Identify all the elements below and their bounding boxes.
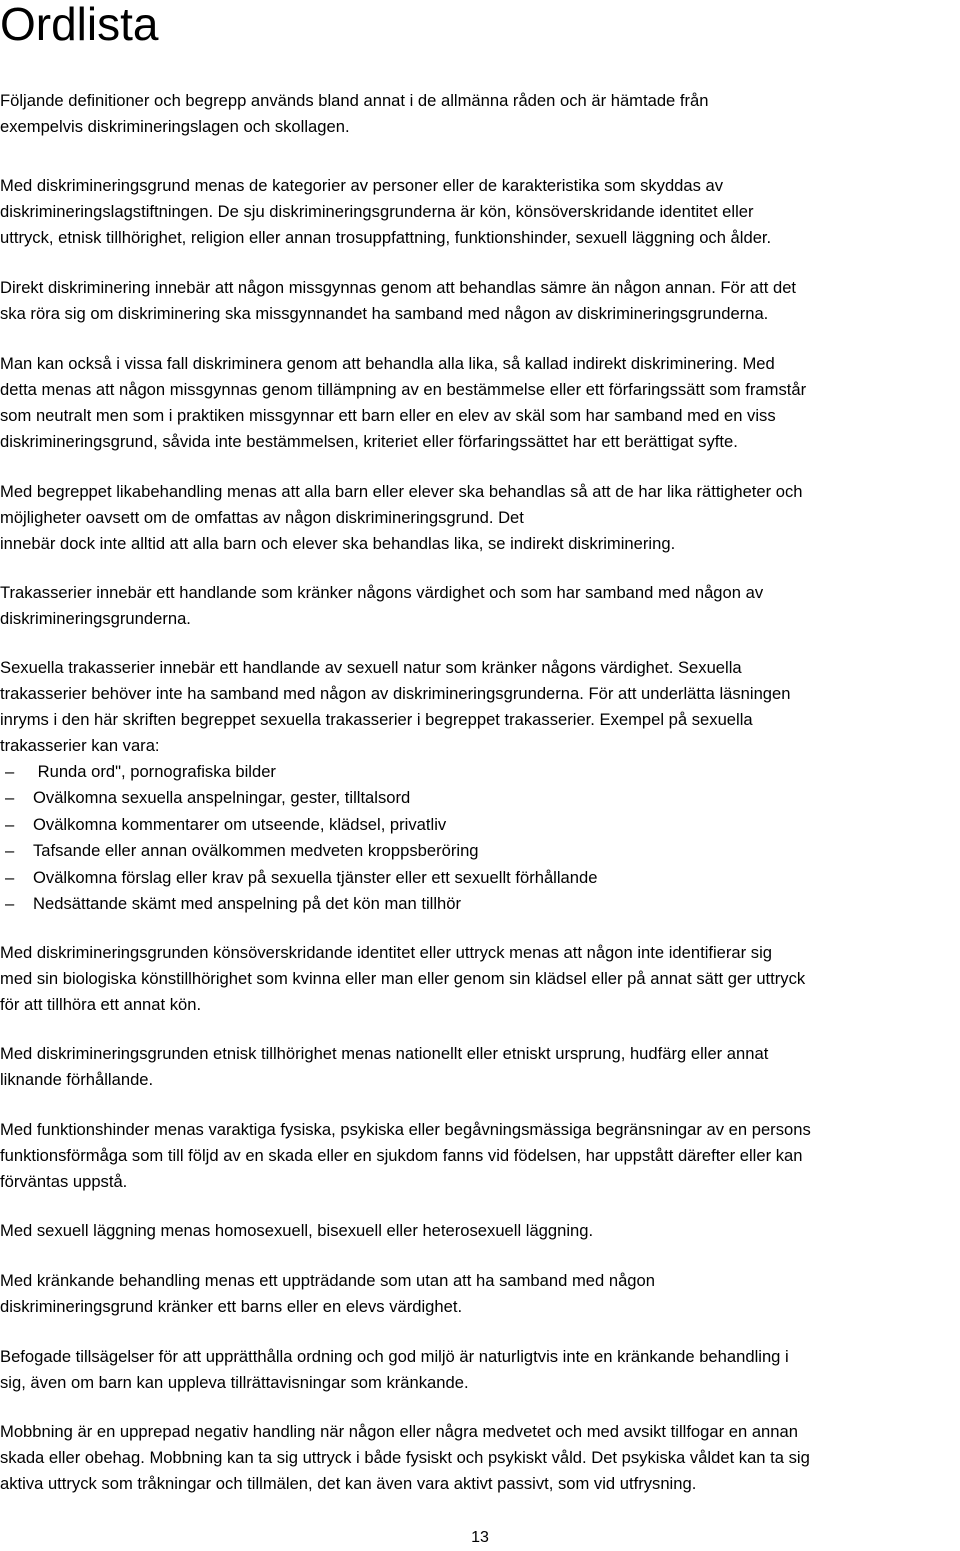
text-line: trakasserier behöver inte ha samband med någon av diskrimineringsgrunderna. För att underlätta läsningen xyxy=(0,684,791,703)
text-line: Med diskrimineringsgrund menas de kategorier av personer eller de karakteristika som skyddas av xyxy=(0,176,724,195)
list-item xyxy=(0,785,960,811)
paragraph-likabehandling xyxy=(0,479,960,557)
paragraph-konsoverskridande xyxy=(0,940,960,1018)
list-item xyxy=(0,838,960,864)
list-item-text: Ovälkomna kommentarer om utseende, klädsel, privatliv xyxy=(33,814,447,834)
text-line: funktionsförmåga som till följd av en skada eller en sjukdom fanns vid födelsen, har uppstått därefter eller kan xyxy=(0,1146,803,1165)
text-line: inryms i den här skriften begreppet sexuella trakasserier i begreppet trakasserier. Exempel på sexuella xyxy=(0,710,753,729)
text-line: exempelvis diskrimineringslagen och skollagen. xyxy=(0,117,350,136)
text-line: Trakasserier innebär ett handlande som kränker någons värdighet och som har samband med någon av xyxy=(0,583,764,602)
text-line: Med funktionshinder menas varaktiga fysiska, psykiska eller begåvningsmässiga begränsningar av en persons xyxy=(0,1120,811,1139)
paragraph-intro xyxy=(0,88,960,140)
text-line: uttryck, etnisk tillhörighet, religion eller annan trosuppfattning, funktionshinder, sexuell läggning och ålder. xyxy=(0,228,772,247)
text-line: Med diskrimineringsgrunden könsöverskridande identitet eller uttryck menas att någon inte identifierar sig xyxy=(0,943,773,962)
text-line: diskrimineringsgrund kränker ett barns eller en elevs värdighet. xyxy=(0,1297,463,1316)
list-item xyxy=(0,865,960,891)
list-item-text: Ovälkomna förslag eller krav på sexuella tjänster eller ett sexuellt förhållande xyxy=(33,867,598,887)
text-line: möjligheter oavsett om de omfattas av någon diskrimineringsgrund. Det xyxy=(0,508,524,527)
text-line: Direkt diskriminering innebär att någon missgynnas genom att behandlas sämre än någon annan. För att det xyxy=(0,278,797,297)
page-number: 13 xyxy=(471,1529,489,1546)
text-line: trakasserier kan vara: xyxy=(0,736,160,755)
list-item-text: Nedsättande skämt med anspelning på det kön man tillhör xyxy=(33,893,462,913)
dash-bullet-icon: – xyxy=(5,788,15,808)
page-title: Ordlista xyxy=(0,0,159,50)
list-item xyxy=(0,891,960,917)
text-line: diskrimineringslagstiftningen. De sju diskrimineringsgrunderna är kön, könsöverskridande identitet eller xyxy=(0,202,754,221)
dash-bullet-icon: – xyxy=(5,841,15,861)
text-line: Med begreppet likabehandling menas att alla barn eller elever ska behandlas så att de har lika rättigheter och xyxy=(0,482,803,501)
text-line: med sin biologiska könstillhörighet som kvinna eller man eller genom sin klädsel eller på annat sätt ger uttryck xyxy=(0,969,806,988)
text-line: för att tillhöra ett annat kön. xyxy=(0,995,202,1014)
paragraph-sexuella-trakasserier xyxy=(0,655,960,759)
text-line: förväntas uppstå. xyxy=(0,1172,128,1191)
text-line: Följande definitioner och begrepp används bland annat i de allmänna råden och är hämtade från xyxy=(0,91,709,110)
text-line: Sexuella trakasserier innebär ett handlande av sexuell natur som kränker någons värdighet. Sexuella xyxy=(0,658,742,677)
text-line: innebär dock inte alltid att alla barn och elever ska behandlas lika, se indirekt diskriminering. xyxy=(0,534,676,553)
paragraph-indirekt-diskriminering xyxy=(0,351,960,455)
text-line: aktiva uttryck som tråkningar och tillmälen, det kan även vara aktivt passivt, som vid utfrysning. xyxy=(0,1474,697,1493)
text-line: Med sexuell läggning menas homosexuell, bisexuell eller heterosexuell läggning. xyxy=(0,1221,594,1240)
text-line: diskrimineringsgrund, såvida inte bestämmelsen, kriteriet eller förfaringssättet har ett berättigat syfte. xyxy=(0,432,738,451)
bullet-list-trakasserier xyxy=(0,759,960,917)
text-line: Befogade tillsägelser för att upprätthålla ordning och god miljö är naturligtvis inte en kränkande behandling i xyxy=(0,1347,789,1366)
text-line: diskrimineringsgrunderna. xyxy=(0,609,191,628)
text-line: skada eller obehag. Mobbning kan ta sig uttryck i både fysiskt och psykiskt våld. Det psykiska våldet kan ta sig xyxy=(0,1448,810,1467)
text-line: sig, även om barn kan uppleva tillrättavisningar som kränkande. xyxy=(0,1373,469,1392)
paragraph-funktionshinder xyxy=(0,1117,960,1195)
text-line: Med kränkande behandling menas ett uppträdande som utan att ha samband med någon xyxy=(0,1271,655,1290)
dash-bullet-icon: – xyxy=(5,762,15,781)
paragraph-trakasserier xyxy=(0,580,960,632)
list-item xyxy=(0,759,960,785)
text-line: ska röra sig om diskriminering ska missgynnandet ha samband med någon av diskrimineringsgrunderna. xyxy=(0,304,769,323)
text-line: som neutralt men som i praktiken missgynnar ett barn eller en elev av skäl som har samband med en viss xyxy=(0,406,776,425)
dash-bullet-icon: – xyxy=(5,814,15,834)
text-line: Med diskrimineringsgrunden etnisk tillhörighet menas nationellt eller etniskt ursprung, hudfärg eller annat xyxy=(0,1044,769,1063)
list-item xyxy=(0,812,960,838)
paragraph-diskrimineringsgrund xyxy=(0,173,960,251)
paragraph-mobbning xyxy=(0,1419,960,1497)
text-line: Mobbning är en upprepad negativ handling när någon eller några medvetet och med avsikt tillfogar en annan xyxy=(0,1422,798,1441)
text-line: detta menas att någon missgynnas genom tillämpning av en bestämmelse eller ett förfaringssätt som framstår xyxy=(0,380,807,399)
list-item-text: Ovälkomna sexuella anspelningar, gester, tilltalsord xyxy=(33,788,411,808)
dash-bullet-icon: – xyxy=(5,867,15,887)
paragraph-befogade-tillsagelser xyxy=(0,1344,960,1396)
list-item-text: Tafsande eller annan ovälkommen medveten kroppsberöring xyxy=(33,841,479,861)
list-item-text: Runda ord", pornografiska bilder xyxy=(33,762,276,781)
text-line: liknande förhållande. xyxy=(0,1070,154,1089)
paragraph-direkt-diskriminering xyxy=(0,275,960,327)
paragraph-etnisk-tillhorighet xyxy=(0,1041,960,1093)
dash-bullet-icon: – xyxy=(5,893,15,913)
paragraph-sexuell-laggning xyxy=(0,1218,960,1244)
text-line: Man kan också i vissa fall diskriminera genom att behandla alla lika, så kallad indirekt diskriminering. Med xyxy=(0,354,775,373)
paragraph-krankande-behandling xyxy=(0,1268,960,1320)
